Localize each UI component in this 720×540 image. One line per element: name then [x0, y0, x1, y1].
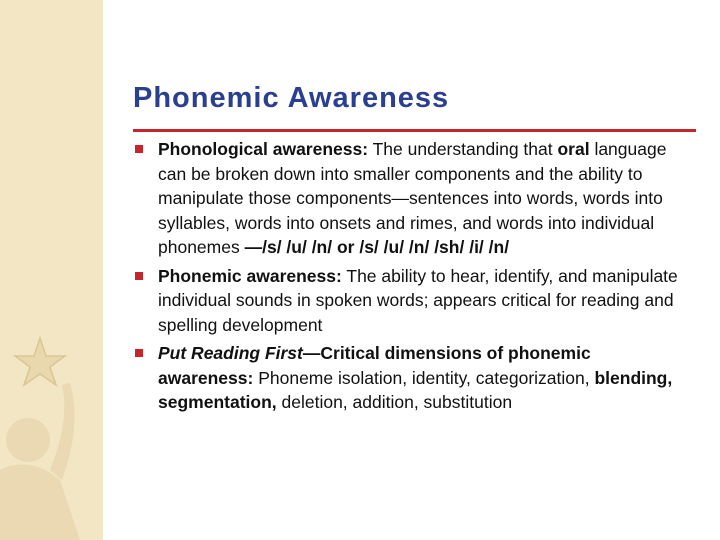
- bullet-phonological-awareness: [133, 137, 678, 260]
- bullet-text: Phoneme isolation, identity, categorization,: [253, 367, 595, 388]
- bullet-marker-icon: [135, 349, 143, 357]
- publication-title: Put Reading First: [158, 343, 303, 363]
- bullet-put-reading-first: [133, 341, 678, 415]
- bullet-marker-icon: [135, 145, 143, 153]
- bullet-list: [133, 137, 678, 419]
- bullet-marker-icon: [135, 272, 143, 280]
- bullet-phonemic-awareness: [133, 264, 678, 338]
- bullet-text: The understanding that: [368, 139, 558, 159]
- title-underline-rule: [133, 129, 696, 132]
- slide-title: Phonemic Awareness: [133, 82, 450, 114]
- bullet-emphasis: blending, segmentation,: [158, 367, 673, 412]
- child-body-silhouette: [0, 464, 80, 540]
- bullet-emphasis: oral: [557, 139, 590, 159]
- child-arm-silhouette: [50, 383, 75, 480]
- phoneme-example: —/s/ /u/ /n/ or /s/ /u/ /n/ /sh/ /i/ /n/: [244, 237, 510, 257]
- bullet-term: Phonemic awareness:: [158, 265, 342, 286]
- decorative-side-panel: [0, 0, 103, 540]
- child-head-silhouette: [6, 418, 50, 462]
- bullet-term: —Critical dimensions of phonemic awareness:: [158, 343, 591, 388]
- star-and-child-illustration: [0, 0, 103, 540]
- bullet-text: language can be broken down into smaller components and the ability to manipulate those components—sentences into words, words into syllables, words into onsets and rimes, and words into individual phonemes: [158, 139, 667, 257]
- bullet-text: deletion, addition, substitution: [276, 392, 513, 412]
- bullet-term: Phonological awareness:: [158, 139, 369, 159]
- bullet-text: The ability to hear, identify, and manipulate individual sounds in spoken words; appears critical for reading and spelling development: [158, 265, 678, 335]
- star-icon: [15, 338, 65, 385]
